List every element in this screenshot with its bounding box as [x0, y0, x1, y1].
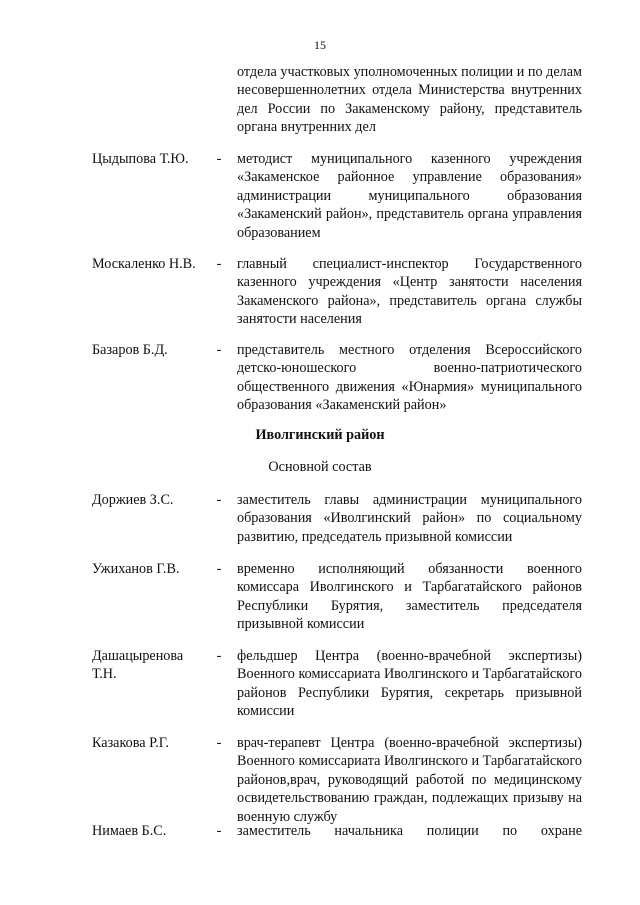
entry-dash: - — [216, 151, 222, 167]
entry-name: Доржиев З.С. — [92, 492, 174, 508]
entry-name: Казакова Р.Г. — [92, 735, 169, 751]
entry-name: Ужиханов Г.В. — [92, 561, 180, 577]
entry-text: представитель местного отделения Всероссийского детско-юношеского военно-патриотического общественного движения «Юнармия» муниципального образования «Закаменский район» — [237, 342, 582, 414]
entry-name: Цыдыпова Т.Ю. — [92, 151, 189, 167]
entry-text: отдела участковых уполномоченных полиции и по делам несовершеннолетних отдела Министерства внутренних дел России по Закаменскому району, представитель органа внутренних дел — [237, 64, 582, 136]
entry-text: фельдшер Центра (военно-врачебной экспертизы) Военного комиссариата Иволгинского и Тарбагатайского районов Республики Бурятия, секретарь призывной комиссии — [237, 648, 582, 720]
entry-text: главный специалист-инспектор Государственного казенного учреждения «Центр занятости населения Закаменского района», представитель органа службы занятости населения — [237, 256, 582, 328]
entry-text: врач-терапевт Центра (военно-врачебной экспертизы) Военного комиссариата Иволгинского и Тарбагатайского районов,врач, руководящий работой по медицинскому освидетельствованию граждан, подлежащих призыву на военную службу — [237, 735, 582, 825]
entry-dash: - — [216, 342, 222, 358]
entry-dash: - — [216, 492, 222, 508]
section-subtitle: Основной состав — [268, 459, 372, 475]
page-number: 15 — [314, 38, 326, 52]
entry-dash: - — [216, 561, 222, 577]
entry-dash: - — [216, 256, 222, 272]
entry-name: Дашацыренова Т.Н. — [92, 648, 184, 683]
entry-text: заместитель главы администрации муниципального образования «Иволгинский район» по социальному развитию, председатель призывной комиссии — [237, 492, 582, 545]
entry-name: Нимаев Б.С. — [92, 823, 167, 839]
entry-dash: - — [216, 823, 222, 839]
entry-dash: - — [216, 735, 222, 751]
entry-text: методист муниципального казенного учреждения «Закаменское районное управление образования» администрации муниципального образования «Закаменский район», представитель органа управления образованием — [237, 151, 582, 241]
entry-dash: - — [216, 648, 222, 664]
entry-text: заместитель начальника полиции по охране — [237, 823, 582, 839]
section-title: Иволгинский район — [255, 427, 385, 443]
entry-text: временно исполняющий обязанности военного комиссара Иволгинского и Тарбагатайского районов Республики Бурятия, заместитель председателя призывной комиссии — [237, 561, 582, 633]
entry-name: Базаров Б.Д. — [92, 342, 168, 358]
entry-name: Москаленко Н.В. — [92, 256, 196, 272]
